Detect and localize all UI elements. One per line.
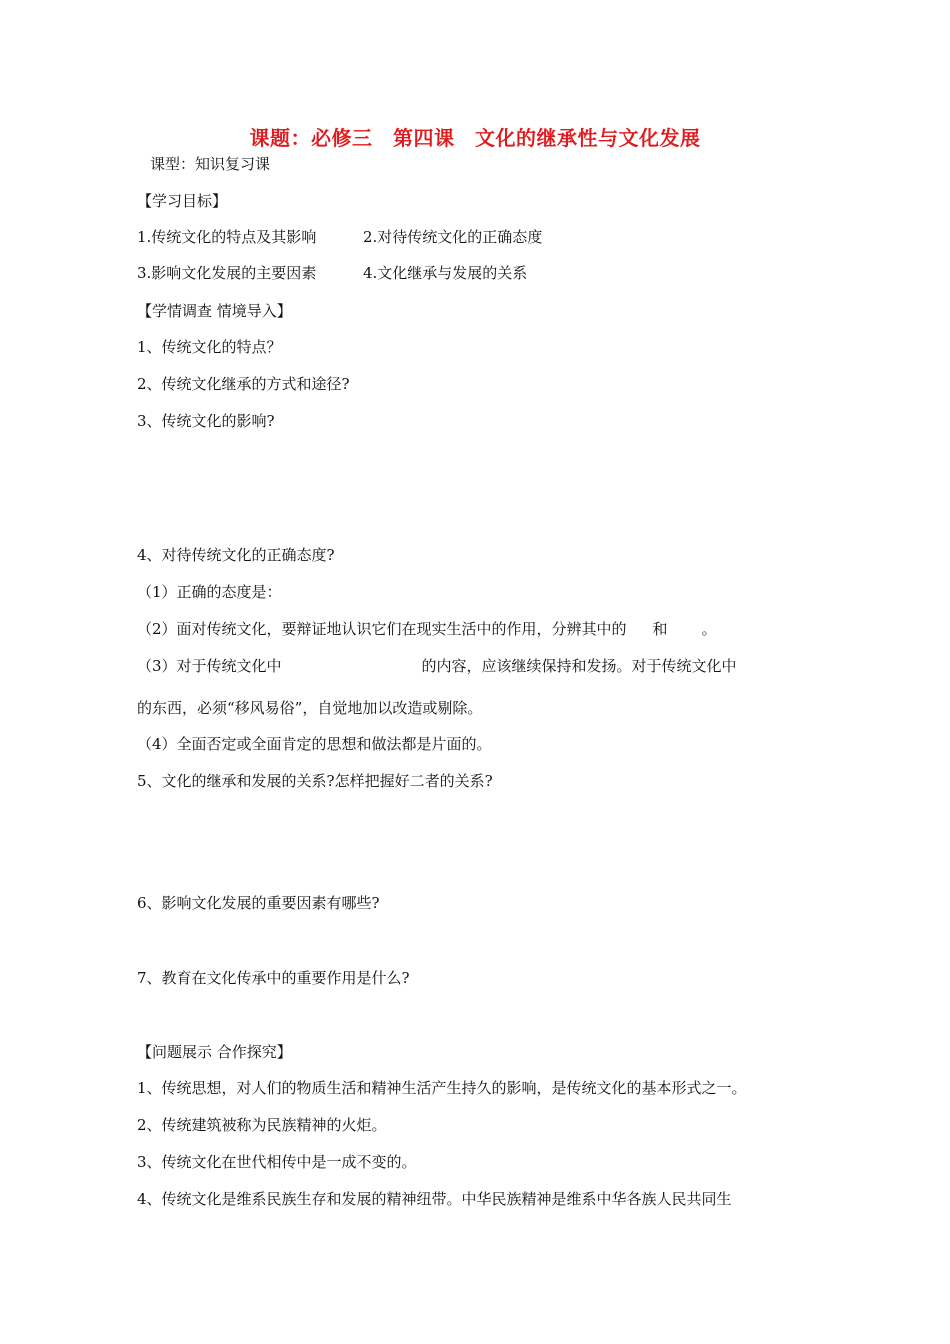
objective-1: 1.传统文化的特点及其影响 [137, 228, 317, 246]
survey-question-4-4: （4）全面否定或全面肯定的思想和做法都是片面的。 [137, 735, 492, 753]
survey-heading: 【学情调查 情境导入】 [137, 302, 292, 320]
survey-question-1: 1、传统文化的特点？ [137, 338, 282, 356]
survey-question-4-1: （1）正确的态度是： [137, 583, 282, 601]
survey-question-3: 3、传统文化的影响? [137, 412, 275, 430]
objective-2: 2.对待传统文化的正确态度 [363, 228, 543, 246]
survey-question-5: 5、文化的继承和发展的关系?怎样把握好二者的关系? [137, 772, 493, 790]
problem-4: 4、传统文化是维系民族生存和发展的精神纽带。中华民族精神是维系中华各族人民共同生 [137, 1190, 732, 1208]
q4-3-text-a: （3）对于传统文化中 [137, 657, 282, 675]
problem-2: 2、传统建筑被称为民族精神的火炬。 [137, 1116, 387, 1134]
survey-question-4-3 [137, 655, 737, 676]
problem-1: 1、传统思想，对人们的物质生活和精神生活产生持久的影响，是传统文化的基本形式之一。 [137, 1079, 747, 1097]
objectives-heading: 【学习目标】 [137, 192, 228, 210]
course-type: 课型：知识复习课 [150, 155, 271, 173]
survey-question-4-3-cont: 的东西，必须“移风易俗”，自觉地加以改造或剔除。 [137, 699, 483, 717]
objective-3: 3.影响文化发展的主要因素 [137, 264, 317, 282]
survey-question-4: 4、对待传统文化的正确态度? [137, 546, 335, 564]
survey-question-4-2 [137, 618, 717, 639]
objective-4: 4.文化继承与发展的关系 [363, 264, 528, 282]
q4-2-text-a: （2）面对传统文化，要辩证地认识它们在现实生活中的作用，分辨其中的 [137, 620, 627, 638]
problems-heading: 【问题展示 合作探究】 [137, 1043, 292, 1061]
survey-question-6: 6、影响文化发展的重要因素有哪些? [137, 894, 380, 912]
q4-2-text-b: 和 [652, 620, 668, 638]
q4-2-text-c: 。 [701, 620, 717, 638]
problem-3: 3、传统文化在世代相传中是一成不变的。 [137, 1153, 417, 1171]
survey-question-7: 7、教育在文化传承中的重要作用是什么? [137, 969, 410, 987]
page-title: 课题：必修三 第四课 文化的继承性与文化发展 [249, 126, 701, 150]
survey-question-2: 2、传统文化继承的方式和途径? [137, 375, 350, 393]
q4-3-text-b: 的内容，应该继续保持和发扬。对于传统文化中 [421, 657, 737, 675]
